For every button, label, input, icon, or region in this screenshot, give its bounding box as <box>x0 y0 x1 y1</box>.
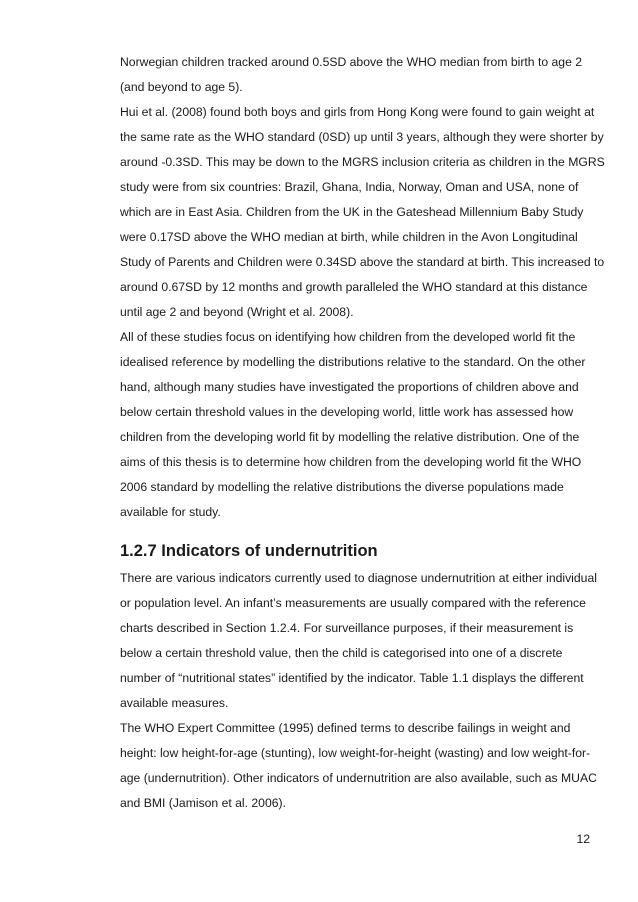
text-line: study were from six countries: Brazil, Ghana, India, Norway, Oman and USA, none of <box>120 180 579 194</box>
text-line: and BMI (Jamison et al. 2006). <box>120 796 286 810</box>
page-number: 12 <box>576 832 590 846</box>
body-text-before <box>120 50 605 525</box>
text-line: children from the developing world fit by modelling the relative distribution. One of the <box>120 430 580 444</box>
text-line: around -0.3SD. This may be down to the MGRS inclusion criteria as children in the MGRS <box>120 155 605 169</box>
paragraph <box>120 50 598 100</box>
text-line: number of “nutritional states” identified by the indicator. Table 1.1 displays the different <box>120 671 584 685</box>
text-line: height: low height-for-age (stunting), low weight-for-height (wasting) and low weight-for- <box>120 746 591 760</box>
text-line: hand, although many studies have investigated the proportions of children above and <box>120 380 579 394</box>
section-heading: 1.2.7 Indicators of undernutrition <box>120 542 378 560</box>
text-line: available for study. <box>120 505 221 519</box>
text-line: below certain threshold values in the developing world, little work has assessed how <box>120 405 574 419</box>
paragraph <box>120 716 598 816</box>
text-line: until age 2 and beyond (Wright et al. 2008). <box>120 305 354 319</box>
text-line: age (undernutrition). Other indicators of undernutrition are also available, such as MUAC <box>120 771 597 785</box>
text-line: All of these studies focus on identifying how children from the developed world fit the <box>120 330 576 344</box>
text-line: available measures. <box>120 696 229 710</box>
text-line: aims of this thesis is to determine how children from the developing world fit the WHO <box>120 455 582 469</box>
text-line: The WHO Expert Committee (1995) defined terms to describe failings in weight and <box>120 721 571 735</box>
text-line: idealised reference by modelling the distributions relative to the standard. On the other <box>120 355 586 369</box>
text-line: below a certain threshold value, then the child is categorised into one of a discrete <box>120 646 563 660</box>
text-line: There are various indicators currently used to diagnose undernutrition at either individual <box>120 571 597 585</box>
text-line: around 0.67SD by 12 months and growth paralleled the WHO standard at this distance <box>120 280 588 294</box>
document-page <box>120 50 605 816</box>
body-text-after <box>120 566 598 816</box>
paragraph <box>120 100 605 325</box>
text-line: Study of Parents and Children were 0.34SD above the standard at birth. This increased to <box>120 255 605 269</box>
text-line: charts described in Section 1.2.4. For surveillance purposes, if their measurement is <box>120 621 574 635</box>
paragraph <box>120 325 598 525</box>
text-line: (and beyond to age 5). <box>120 80 243 94</box>
text-line: the same rate as the WHO standard (0SD) up until 3 years, although they were shorter by <box>120 130 604 144</box>
text-line: were 0.17SD above the WHO median at birth, while children in the Avon Longitudinal <box>120 230 578 244</box>
paragraph <box>120 566 598 716</box>
text-line: which are in East Asia. Children from the UK in the Gateshead Millennium Baby Study <box>120 205 584 219</box>
text-line: 2006 standard by modelling the relative distributions the diverse populations made <box>120 480 564 494</box>
text-line: Norwegian children tracked around 0.5SD above the WHO median from birth to age 2 <box>120 55 583 69</box>
text-line: or population level. An infant’s measurements are usually compared with the reference <box>120 596 586 610</box>
text-line: Hui et al. (2008) found both boys and girls from Hong Kong were found to gain weight at <box>120 105 595 119</box>
